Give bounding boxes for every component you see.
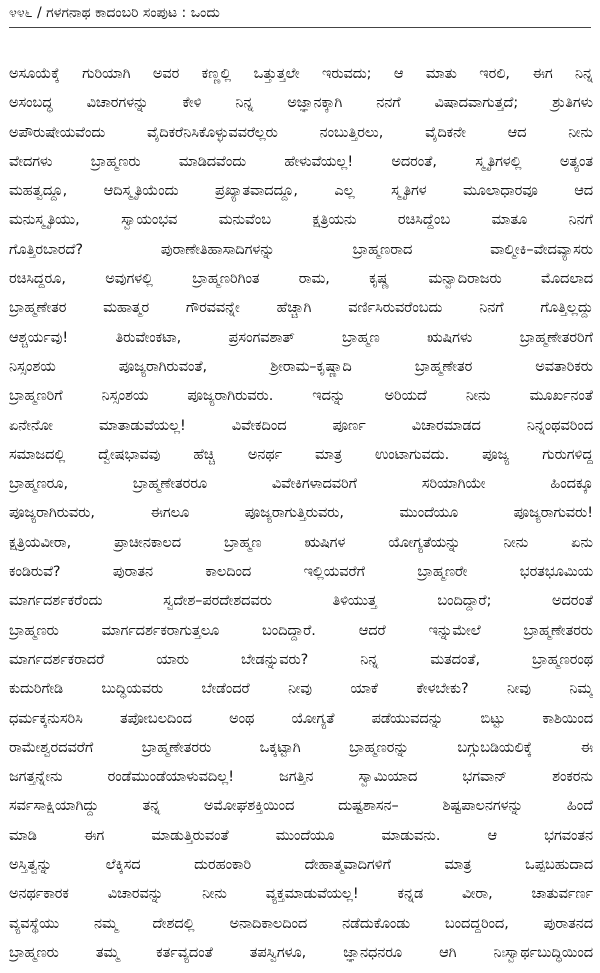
- text-line: ಬ್ರಾಹ್ಮಣರು ತಮ್ಮ ಕರ್ತವ್ಯದಂತೆ ತಪಸ್ವಿಗಳೂ, ಜ್ಞಾನಧನರೂ ಆಗಿ ನಿಃಸ್ವಾರ್ಥಬುದ್ಧಿಯಿಂದ: [9, 944, 593, 961]
- text-line: ಬ್ರಾಹ್ಮಣೇತರ ಮಹಾತ್ಮರ ಗೌರವವನ್ನೇ ಹೆಚ್ಚಾಗಿ ವರ್ಣಿಸಿರುವರೆಂಬದು ನಿನಗೆ ಗೊತ್ತಿಲ್ಲದ್ದು: [9, 300, 593, 317]
- text-line: ರಾಮೇಶ್ವರದವರೆಗೆ ಬ್ರಾಹ್ಮಣೇತರರು ಒಕ್ಕಟ್ಟಾಗಿ ಬ್ರಾಹ್ಮಣರನ್ನು ಬಗ್ಗುಬಡಿಯಲಿಕ್ಕೆ ಈ: [9, 739, 593, 756]
- text-line: ಕ್ಷತ್ರಿಯವೀರಾ, ಪ್ರಾಚೀನಕಾಲದ ಬ್ರಾಹ್ಮಣ ಋಷಿಗಳ ಯೋಗ್ಯತೆಯನ್ನು ನೀನು ಏನು: [9, 534, 593, 551]
- text-line: ಸಮಾಜದಲ್ಲಿ ದ್ವೇಷಭಾವವು ಹೆಚ್ಚಿ ಅನರ್ಥ ಮಾತ್ರ ಉಂಟಾಗುವದು. ಪೂಜ್ಯ ಗುರುಗಳಿದ್ದ: [9, 446, 593, 463]
- text-line: ಮಾರ್ಗದರ್ಶಕರೆಂದು ಸ್ವದೇಶ–ಪರದೇಶದವರು ತಿಳಿಯುತ್ತ ಬಂದಿದ್ದಾರೆ; ಅದರಂತೆ: [9, 593, 593, 610]
- text-line: ಆಶ್ಚರ್ಯವು! ತಿರುವೇಂಕಟಾ, ಪ್ರಸಂಗವಶಾತ್ ಬ್ರಾಹ್ಮಣ ಋಷಿಗಳು ಬ್ರಾಹ್ಮಣೇತರರಿಗೆ: [9, 329, 593, 346]
- text-line: ಮನುಸ್ಮೃತಿಯು, ಸ್ವಾಯಂಭವ ಮನುವೆಂಬ ಕ್ಷತ್ರಿಯನು ರಚಿಸಿದ್ದೆಂಬ ಮಾತೂ ನಿನಗೆ: [9, 212, 593, 229]
- text-line: ಗೊತ್ತಿರಬಾರದೆ? ಪುರಾಣೇತಿಹಾಸಾದಿಗಳನ್ನು ಬ್ರಾಹ್ಮಣರಾದ ವಾಲ್ಮೀಕಿ–ವೇದವ್ಯಾಸರು: [9, 241, 593, 258]
- text-line: ಸರ್ವಸಾಕ್ಷಿಯಾಗಿದ್ದು ತನ್ನ ಅಮೋಘಶಕ್ತಿಯಿಂದ ದುಷ್ಟಶಾಸನ– ಶಿಷ್ಟಪಾಲನಗಳನ್ನು ಹಿಂದೆ: [9, 798, 593, 815]
- text-line: ಬ್ರಾಹ್ಮಣರೂ, ಬ್ರಾಹ್ಮಣೇತರರೂ ವಿವೇಕಿಗಳಾದವರಿಗೆ ಸರಿಯಾಗಿಯೇ ಹಿಂದಕ್ಕೂ: [9, 476, 593, 493]
- text-line: ಮಹತ್ವದ್ದೂ, ಆದಿಸ್ಮೃತಿಯೆಂದು ಪ್ರಖ್ಯಾತವಾದದ್ದೂ, ಎಲ್ಲ ಸ್ಮೃತಿಗಳ ಮೂಲಾಧಾರವೂ ಆದ: [9, 183, 593, 200]
- body-text: [9, 60, 593, 968]
- text-line: ವೇದಗಳು ಬ್ರಾಹ್ಮಣರು ಮಾಡಿದವೆಂದು ಹೇಳುವೆಯಲ್ಲ! ಅದರಂತೆ, ಸ್ಮೃತಿಗಳಲ್ಲಿ ಅತ್ಯಂತ: [9, 153, 593, 170]
- text-line: ಕುದುರಿಗೇಡಿ ಬುದ್ಧಿಯವರು ಬೇಡೆಂದರೆ ನೀವು ಯಾಕೆ ಕೇಳಬೇಕು? ನೀವು ನಿಮ್ಮ: [9, 681, 593, 698]
- text-line: ಅನರ್ಥಕಾರಕ ವಿಚಾರವನ್ನು ನೀನು ವ್ಯಕ್ತಮಾಡುವೆಯಲ್ಲ! ಕನ್ನಡ ವೀರಾ, ಚಾತುರ್ವರ್ಣ: [9, 886, 593, 903]
- text-line: ಏನೇನೋ ಮಾತಾಡುವೆಯಲ್ಲ! ವಿವೇಕದಿಂದ ಪೂರ್ಣ ವಿಚಾರಮಾಡದ ನಿನ್ನಂಥವರಿಂದ: [9, 417, 593, 434]
- running-header: ೪೪೬ / ಗಳಗನಾಥ ಕಾದಂಬರಿ ಸಂಪುಟ : ಒಂದು: [9, 5, 220, 21]
- text-line: ಅಸಂಬದ್ಧ ವಿಚಾರಗಳನ್ನು ಕೇಳಿ ನಿನ್ನ ಅಜ್ಞಾನಕ್ಕಾಗಿ ನನಗೆ ವಿಷಾದವಾಗುತ್ತದೆ; ಶ್ರುತಿಗಳು: [9, 95, 593, 112]
- text-line: ಮಾಡಿ ಈಗ ಮಾಡುತ್ತಿರುವಂತೆ ಮುಂದೆಯೂ ಮಾಡುವನು. ಆ ಭಗವಂತನ: [9, 827, 593, 844]
- header-rule: [9, 27, 591, 28]
- text-line: ಮಾರ್ಗದರ್ಶಕರಾದರೆ ಯಾರು ಬೇಡನ್ನುವರು? ನಿನ್ನ ಮತದಂತೆ, ಬ್ರಾಹ್ಮಣರಂಥ: [9, 651, 593, 668]
- text-line: ಅಸ್ತಿತ್ವನ್ನು ಲೆಕ್ಕಿಸದ ದುರಹಂಕಾರಿ ದೇಹಾತ್ಮವಾದಿಗಳಿಗೆ ಮಾತ್ರ ಒಪ್ಪಬಹುದಾದ: [9, 857, 593, 874]
- text-line: ಪೂಜ್ಯರಾಗಿರುವರು, ಈಗಲೂ ಪೂಜ್ಯರಾಗುತ್ತಿರುವರು, ಮುಂದೆಯೂ ಪೂಜ್ಯರಾಗುವರು!: [9, 505, 593, 522]
- text-line: ಧರ್ಮಕ್ಕನುಸರಿಸಿ ತಪೋಬಲದಿಂದ ಅಂಥ ಯೋಗ್ಯತೆ ಪಡೆಯುವದನ್ನು ಬಿಟ್ಟು ಕಾಶಿಯಿಂದ: [9, 710, 593, 727]
- text-line: ಅಪೌರುಷೇಯವೆಂದು ವೈದಿಕರೆನಿಸಿಕೊಳ್ಳುವವರೆಲ್ಲರು ನಂಬುತ್ತಿರಲು, ವೈದಿಕನೇ ಆದ ನೀನು: [9, 124, 593, 141]
- text-line: ರಚಿಸಿದ್ದರೂ, ಅವುಗಳಲ್ಲಿ ಬ್ರಾಹ್ಮಣರಿಗಿಂತ ರಾಮ, ಕೃಷ್ಣ ಮನ್ವಾದಿರಾಜರು ಮೊದಲಾದ: [9, 271, 593, 288]
- text-line: ನಿಸ್ಸಂಶಯ ಪೂಜ್ಯರಾಗಿರುವಂತೆ, ಶ್ರೀರಾಮ–ಕೃಷ್ಣಾದಿ ಬ್ರಾಹ್ಮಣೇತರ ಅವತಾರಿಕರು: [9, 358, 593, 375]
- text-line: ಬ್ರಾಹ್ಮಣರಿಗೆ ನಿಸ್ಸಂಶಯ ಪೂಜ್ಯರಾಗಿರುವರು. ಇದನ್ನು ಅರಿಯದೆ ನೀನು ಮೂರ್ಖನಂತೆ: [9, 388, 593, 405]
- text-line: ಬ್ರಾಹ್ಮಣರು ಮಾರ್ಗದರ್ಶಕರಾಗುತ್ತಲೂ ಬಂದಿದ್ದಾರೆ. ಆದರೆ ಇನ್ನುಮೇಲೆ ಬ್ರಾಹ್ಮಣೇತರರು: [9, 622, 593, 639]
- text-line: ಅಸೂಯೆಕ್ಕೆ ಗುರಿಯಾಗಿ ಅವರ ಕಣ್ಣಲ್ಲಿ ಒತ್ತುತ್ತಲೇ ಇರುವದು; ಆ ಮಾತು ಇರಲಿ, ಈಗ ನಿನ್ನ: [9, 66, 593, 82]
- text-line: ಜಗತ್ತನ್ನೇನು ರಂಡೆಮುಂಡೆಯಾಳುವದಿಲ್ಲ! ಜಗತ್ತಿನ ಸ್ವಾಮಿಯಾದ ಭಗವಾನ್ ಶಂಕರನು: [9, 769, 593, 786]
- text-line: ಕಂಡಿರುವೆ? ಪುರಾತನ ಕಾಲದಿಂದ ಇಲ್ಲಿಯವರೆಗೆ ಬ್ರಾಹ್ಮಣರೇ ಭರತಭೂಮಿಯ: [9, 564, 593, 581]
- text-line: ವ್ಯವಸ್ಥೆಯು ನಮ್ಮ ದೇಶದಲ್ಲಿ ಅನಾದಿಕಾಲದಿಂದ ನಡೆದುಕೊಂಡು ಬಂದದ್ದರಿಂದ, ಪುರಾತನದ: [9, 915, 593, 932]
